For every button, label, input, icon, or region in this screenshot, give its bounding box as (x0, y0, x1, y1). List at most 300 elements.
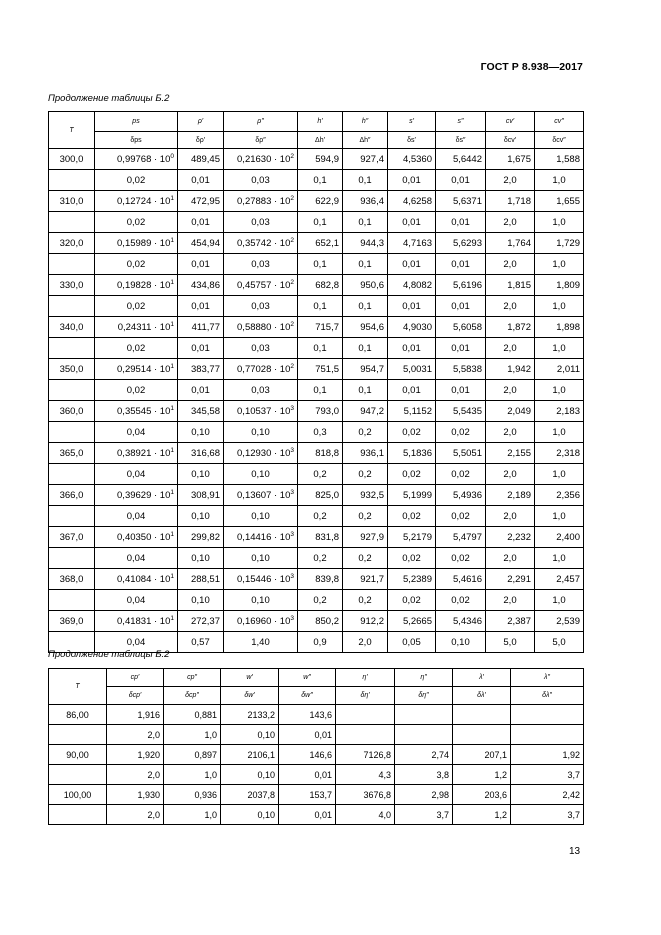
uncertainty-value: 0,2 (343, 590, 388, 611)
density-exponent: 2 (290, 320, 294, 328)
table1-subheader-row (49, 132, 584, 149)
table-row (49, 191, 584, 212)
uncertainty-value: 1,0 (535, 338, 584, 359)
value-h2: 921,7 (343, 569, 388, 590)
value-cv2: 1,588 (535, 149, 584, 170)
vapor-density (224, 611, 298, 632)
value-cv1: 2,387 (486, 611, 535, 632)
table2-subheader-cell: δλ′ (453, 687, 511, 705)
uncertainty-value: 0,03 (224, 170, 298, 191)
value-cv2: 2,011 (535, 359, 584, 380)
value-h2: 954,7 (343, 359, 388, 380)
value-s1: 5,0031 (388, 359, 436, 380)
row-temperature: 350,0 (49, 359, 95, 380)
empty-cell (49, 170, 95, 191)
uncertainty-value: 0,01 (436, 380, 486, 401)
uncertainty-value: 0,10 (178, 464, 224, 485)
uncertainty-value: 0,02 (95, 380, 178, 401)
uncertainty-value: 0,01 (388, 296, 436, 317)
value-h2: 947,2 (343, 401, 388, 422)
uncertainty-value: 1,40 (224, 632, 298, 653)
value-s2: 5,6058 (436, 317, 486, 338)
value-h1: 818,8 (298, 443, 343, 464)
value-s1: 5,2665 (388, 611, 436, 632)
value-s2: 5,6442 (436, 149, 486, 170)
empty-cell (49, 464, 95, 485)
table2-subheader-cell: δcp″ (164, 687, 221, 705)
uncertainty-value: 0,10 (178, 590, 224, 611)
liquid-density: 489,45 (178, 149, 224, 170)
uncertainty-value: 2,0 (343, 632, 388, 653)
value-s1: 4,6258 (388, 191, 436, 212)
uncertainty-value: 0,57 (178, 632, 224, 653)
uncertainty-value: 0,04 (95, 506, 178, 527)
pressure-mantissa: 0,40350 · 10 (117, 531, 171, 543)
value-h1: 839,8 (298, 569, 343, 590)
value-cv1: 1,764 (486, 233, 535, 254)
table-row (49, 317, 584, 338)
uncertainty-value: 0,02 (95, 212, 178, 233)
table-row (49, 275, 584, 296)
table-row-uncertainty (49, 170, 584, 191)
table2-header-cell: w″ (279, 669, 336, 687)
property-value: 207,1 (453, 745, 511, 765)
value-cv2: 2,183 (535, 401, 584, 422)
saturation-pressure (95, 149, 178, 170)
property-value: 2,74 (395, 745, 453, 765)
uncertainty-value: 0,04 (95, 422, 178, 443)
liquid-density: 383,77 (178, 359, 224, 380)
vapor-density (224, 485, 298, 506)
uncertainty-value: 0,02 (95, 170, 178, 191)
property-value: 1,930 (107, 785, 164, 805)
uncertainty-value: 3,7 (511, 765, 584, 785)
table-row-uncertainty (49, 338, 584, 359)
uncertainty-value: 0,01 (178, 212, 224, 233)
uncertainty-value (336, 725, 395, 745)
value-h1: 715,7 (298, 317, 343, 338)
value-s1: 4,7163 (388, 233, 436, 254)
property-value: 0,881 (164, 705, 221, 725)
pressure-mantissa: 0,29514 · 10 (117, 363, 171, 375)
table-row-uncertainty (49, 212, 584, 233)
uncertainty-value: 0,01 (436, 170, 486, 191)
table1-subheader-cell: δcv′ (486, 132, 535, 149)
density-mantissa: 0,16960 · 10 (237, 615, 291, 627)
table-row (49, 705, 584, 725)
table2-header-row (49, 669, 584, 687)
table-row (49, 359, 584, 380)
empty-cell (49, 765, 107, 785)
uncertainty-value: 2,0 (486, 254, 535, 275)
property-value (336, 705, 395, 725)
table2-header-cell: λ′ (453, 669, 511, 687)
density-exponent: 3 (290, 488, 294, 496)
liquid-density: 345,58 (178, 401, 224, 422)
table1-subheader-cell: δs′ (388, 132, 436, 149)
density-mantissa: 0,21630 · 10 (237, 153, 291, 165)
value-cv2: 2,457 (535, 569, 584, 590)
density-exponent: 3 (290, 614, 294, 622)
uncertainty-value: 0,01 (178, 296, 224, 317)
row-temperature: 368,0 (49, 569, 95, 590)
density-exponent: 2 (290, 194, 294, 202)
uncertainty-value: 0,02 (436, 422, 486, 443)
value-h2: 927,4 (343, 149, 388, 170)
liquid-density: 272,37 (178, 611, 224, 632)
table-row-uncertainty (49, 805, 584, 825)
empty-cell (49, 725, 107, 745)
page-number: 13 (569, 846, 581, 857)
value-cv2: 2,318 (535, 443, 584, 464)
value-s2: 5,4797 (436, 527, 486, 548)
value-cv2: 1,809 (535, 275, 584, 296)
table2-header-cell: w′ (221, 669, 279, 687)
density-mantissa: 0,12930 · 10 (237, 447, 291, 459)
table1-header-cell: s″ (436, 112, 486, 132)
pressure-exponent: 1 (170, 404, 174, 412)
pressure-exponent: 1 (170, 530, 174, 538)
uncertainty-value: 0,01 (178, 338, 224, 359)
uncertainty-value: 0,01 (178, 254, 224, 275)
uncertainty-value: 2,0 (486, 506, 535, 527)
uncertainty-value: 0,10 (224, 548, 298, 569)
table-row (49, 443, 584, 464)
density-exponent: 2 (290, 278, 294, 286)
uncertainty-value: 2,0 (486, 380, 535, 401)
table2-caption: Продолжение таблицы Б.2 (48, 649, 170, 660)
value-cv1: 2,291 (486, 569, 535, 590)
uncertainty-value: 0,1 (298, 254, 343, 275)
saturation-pressure (95, 611, 178, 632)
value-cv2: 1,655 (535, 191, 584, 212)
table2-header-cell: η″ (395, 669, 453, 687)
uncertainty-value: 2,0 (486, 590, 535, 611)
table1-header-row (49, 112, 584, 132)
value-h1: 682,8 (298, 275, 343, 296)
pressure-mantissa: 0,12724 · 10 (117, 195, 171, 207)
pressure-mantissa: 0,35545 · 10 (117, 405, 171, 417)
uncertainty-value: 0,1 (298, 296, 343, 317)
empty-cell (49, 506, 95, 527)
table1-subheader-cell: δρ″ (224, 132, 298, 149)
uncertainty-value: 0,2 (343, 506, 388, 527)
liquid-density: 454,94 (178, 233, 224, 254)
value-cv2: 2,400 (535, 527, 584, 548)
value-s2: 5,6196 (436, 275, 486, 296)
pressure-exponent: 1 (170, 614, 174, 622)
pressure-mantissa: 0,38921 · 10 (117, 447, 171, 459)
empty-cell (49, 338, 95, 359)
table-row (49, 611, 584, 632)
row-temperature: 90,00 (49, 745, 107, 765)
uncertainty-value (511, 725, 584, 745)
table-row (49, 569, 584, 590)
empty-cell (49, 212, 95, 233)
uncertainty-value: 0,10 (224, 464, 298, 485)
uncertainty-value: 2,0 (486, 422, 535, 443)
value-cv2: 1,898 (535, 317, 584, 338)
property-value: 1,916 (107, 705, 164, 725)
empty-cell (49, 254, 95, 275)
density-mantissa: 0,10537 · 10 (237, 405, 291, 417)
uncertainty-value: 3,7 (395, 805, 453, 825)
uncertainty-value: 0,03 (224, 296, 298, 317)
value-cv1: 2,232 (486, 527, 535, 548)
uncertainty-value: 0,2 (343, 548, 388, 569)
density-mantissa: 0,27883 · 10 (237, 195, 291, 207)
table1-subheader-cell: δρ′ (178, 132, 224, 149)
uncertainty-value: 0,1 (343, 296, 388, 317)
value-cv1: 1,872 (486, 317, 535, 338)
uncertainty-value: 0,2 (298, 506, 343, 527)
uncertainty-value: 0,10 (224, 590, 298, 611)
property-value: 153,7 (279, 785, 336, 805)
table2-subheader-cell: δη″ (395, 687, 453, 705)
uncertainty-value: 0,1 (343, 338, 388, 359)
pressure-exponent: 1 (170, 488, 174, 496)
uncertainty-value: 0,01 (279, 725, 336, 745)
density-mantissa: 0,45757 · 10 (237, 279, 291, 291)
uncertainty-value: 0,10 (221, 725, 279, 745)
pressure-exponent: 1 (170, 572, 174, 580)
uncertainty-value: 0,01 (436, 212, 486, 233)
table-row-uncertainty (49, 590, 584, 611)
value-s1: 5,1999 (388, 485, 436, 506)
table1-header-cell: ρ′ (178, 112, 224, 132)
property-value (511, 705, 584, 725)
row-temperature: 367,0 (49, 527, 95, 548)
vapor-density (224, 275, 298, 296)
uncertainty-value: 0,02 (436, 590, 486, 611)
density-exponent: 2 (290, 362, 294, 370)
value-cv1: 1,942 (486, 359, 535, 380)
row-temperature: 369,0 (49, 611, 95, 632)
vapor-density (224, 149, 298, 170)
uncertainty-value: 0,04 (95, 590, 178, 611)
uncertainty-value: 1,0 (535, 170, 584, 191)
vapor-density (224, 443, 298, 464)
property-value: 3676,8 (336, 785, 395, 805)
table-row-uncertainty (49, 464, 584, 485)
saturation-pressure (95, 569, 178, 590)
value-s1: 5,1836 (388, 443, 436, 464)
property-value (453, 705, 511, 725)
density-mantissa: 0,14416 · 10 (237, 531, 291, 543)
uncertainty-value: 1,0 (164, 805, 221, 825)
table-row (49, 485, 584, 506)
table-row-uncertainty (49, 380, 584, 401)
document-standard-code: ГОСТ Р 8.938—2017 (480, 61, 583, 73)
table1-header-cell: ps (95, 112, 178, 132)
uncertainty-value (395, 725, 453, 745)
uncertainty-value: 0,1 (343, 170, 388, 191)
liquid-density: 308,91 (178, 485, 224, 506)
value-h2: 912,2 (343, 611, 388, 632)
uncertainty-value: 0,10 (178, 422, 224, 443)
value-h1: 793,0 (298, 401, 343, 422)
table-row-uncertainty (49, 422, 584, 443)
uncertainty-value: 0,02 (388, 590, 436, 611)
uncertainty-value: 0,04 (95, 548, 178, 569)
uncertainty-value: 1,0 (535, 422, 584, 443)
uncertainty-value: 1,0 (535, 590, 584, 611)
table1-subheader-cell: δcv″ (535, 132, 584, 149)
property-value: 0,897 (164, 745, 221, 765)
table-row (49, 401, 584, 422)
uncertainty-value: 1,0 (535, 380, 584, 401)
property-value: 2133,2 (221, 705, 279, 725)
table2-header-cell: η′ (336, 669, 395, 687)
uncertainty-value (453, 725, 511, 745)
table-row-uncertainty (49, 548, 584, 569)
property-value: 203,6 (453, 785, 511, 805)
empty-cell (49, 805, 107, 825)
table-row-uncertainty (49, 765, 584, 785)
density-exponent: 3 (290, 404, 294, 412)
uncertainty-value: 4,0 (336, 805, 395, 825)
value-s2: 5,4346 (436, 611, 486, 632)
row-temperature: 100,00 (49, 785, 107, 805)
table2-subheader-cell: δcp′ (107, 687, 164, 705)
uncertainty-value: 0,10 (221, 765, 279, 785)
uncertainty-value: 1,0 (164, 725, 221, 745)
uncertainty-value: 5,0 (535, 632, 584, 653)
uncertainty-value: 0,01 (436, 254, 486, 275)
table1-subheader-cell: δps (95, 132, 178, 149)
uncertainty-value: 0,10 (224, 422, 298, 443)
density-mantissa: 0,58880 · 10 (237, 321, 291, 333)
liquid-density: 472,95 (178, 191, 224, 212)
vapor-density (224, 401, 298, 422)
table1-header-cell: h′ (298, 112, 343, 132)
uncertainty-value: 2,0 (486, 170, 535, 191)
uncertainty-value: 0,1 (298, 338, 343, 359)
uncertainty-value: 0,10 (178, 506, 224, 527)
value-s1: 4,5360 (388, 149, 436, 170)
value-h2: 932,5 (343, 485, 388, 506)
table2-header-temperature: T (49, 669, 107, 705)
value-h2: 936,1 (343, 443, 388, 464)
uncertainty-value: 1,2 (453, 765, 511, 785)
value-cv2: 2,356 (535, 485, 584, 506)
property-value (395, 705, 453, 725)
density-mantissa: 0,15446 · 10 (237, 573, 291, 585)
pressure-exponent: 0 (170, 152, 174, 160)
pressure-exponent: 1 (170, 362, 174, 370)
saturation-pressure (95, 359, 178, 380)
uncertainty-value: 1,0 (535, 548, 584, 569)
uncertainty-value: 2,0 (486, 548, 535, 569)
uncertainty-value: 3,7 (511, 805, 584, 825)
uncertainty-value: 0,01 (178, 170, 224, 191)
table-row-uncertainty (49, 254, 584, 275)
uncertainty-value: 0,01 (388, 338, 436, 359)
table1-header-cell: h″ (343, 112, 388, 132)
property-value: 2037,8 (221, 785, 279, 805)
property-value: 1,92 (511, 745, 584, 765)
uncertainty-value: 5,0 (486, 632, 535, 653)
value-h1: 825,0 (298, 485, 343, 506)
uncertainty-value: 2,0 (486, 212, 535, 233)
uncertainty-value: 0,2 (343, 464, 388, 485)
uncertainty-value: 0,05 (388, 632, 436, 653)
density-mantissa: 0,77028 · 10 (237, 363, 291, 375)
uncertainty-value: 0,01 (388, 254, 436, 275)
liquid-density: 299,82 (178, 527, 224, 548)
pressure-exponent: 1 (170, 446, 174, 454)
uncertainty-value: 0,1 (298, 380, 343, 401)
empty-cell (49, 380, 95, 401)
value-s1: 5,2179 (388, 527, 436, 548)
value-h2: 950,6 (343, 275, 388, 296)
pressure-exponent: 1 (170, 194, 174, 202)
uncertainty-value: 1,0 (535, 464, 584, 485)
uncertainty-value: 0,01 (178, 380, 224, 401)
value-h1: 831,8 (298, 527, 343, 548)
density-exponent: 2 (290, 152, 294, 160)
row-temperature: 366,0 (49, 485, 95, 506)
uncertainty-value: 0,10 (436, 632, 486, 653)
uncertainty-value: 0,1 (343, 380, 388, 401)
uncertainty-value: 0,04 (95, 464, 178, 485)
table2-subheader-row (49, 687, 584, 705)
uncertainty-value: 0,02 (388, 506, 436, 527)
uncertainty-value: 0,03 (224, 338, 298, 359)
table2-subheader-cell: δλ″ (511, 687, 584, 705)
pressure-mantissa: 0,39629 · 10 (117, 489, 171, 501)
value-s1: 4,8082 (388, 275, 436, 296)
value-h2: 936,4 (343, 191, 388, 212)
value-s1: 5,1152 (388, 401, 436, 422)
uncertainty-value: 2,0 (486, 296, 535, 317)
uncertainty-value: 0,10 (221, 805, 279, 825)
uncertainty-value: 0,01 (388, 380, 436, 401)
property-value: 2,98 (395, 785, 453, 805)
property-value: 2,42 (511, 785, 584, 805)
uncertainty-value: 0,01 (436, 338, 486, 359)
liquid-density: 288,51 (178, 569, 224, 590)
uncertainty-value: 0,02 (95, 296, 178, 317)
table-row (49, 745, 584, 765)
row-temperature: 360,0 (49, 401, 95, 422)
property-value: 143,6 (279, 705, 336, 725)
uncertainty-value: 0,02 (388, 464, 436, 485)
density-exponent: 3 (290, 446, 294, 454)
table2-header-cell: cp″ (164, 669, 221, 687)
pressure-mantissa: 0,24311 · 10 (117, 321, 171, 333)
value-cv1: 1,675 (486, 149, 535, 170)
uncertainty-value: 3,8 (395, 765, 453, 785)
uncertainty-value: 2,0 (486, 464, 535, 485)
table2-header-cell: λ″ (511, 669, 584, 687)
density-exponent: 3 (290, 530, 294, 538)
saturation-pressure (95, 317, 178, 338)
empty-cell (49, 422, 95, 443)
property-value: 0,936 (164, 785, 221, 805)
pressure-mantissa: 0,19828 · 10 (117, 279, 171, 291)
table1-subheader-cell: δs″ (436, 132, 486, 149)
value-h2: 927,9 (343, 527, 388, 548)
uncertainty-value: 0,02 (436, 464, 486, 485)
uncertainty-value: 0,1 (343, 254, 388, 275)
table1 (48, 111, 584, 653)
table-row (49, 233, 584, 254)
table2 (48, 668, 584, 825)
uncertainty-value: 1,0 (535, 296, 584, 317)
table2-header-cell: cp′ (107, 669, 164, 687)
uncertainty-value: 0,01 (436, 296, 486, 317)
